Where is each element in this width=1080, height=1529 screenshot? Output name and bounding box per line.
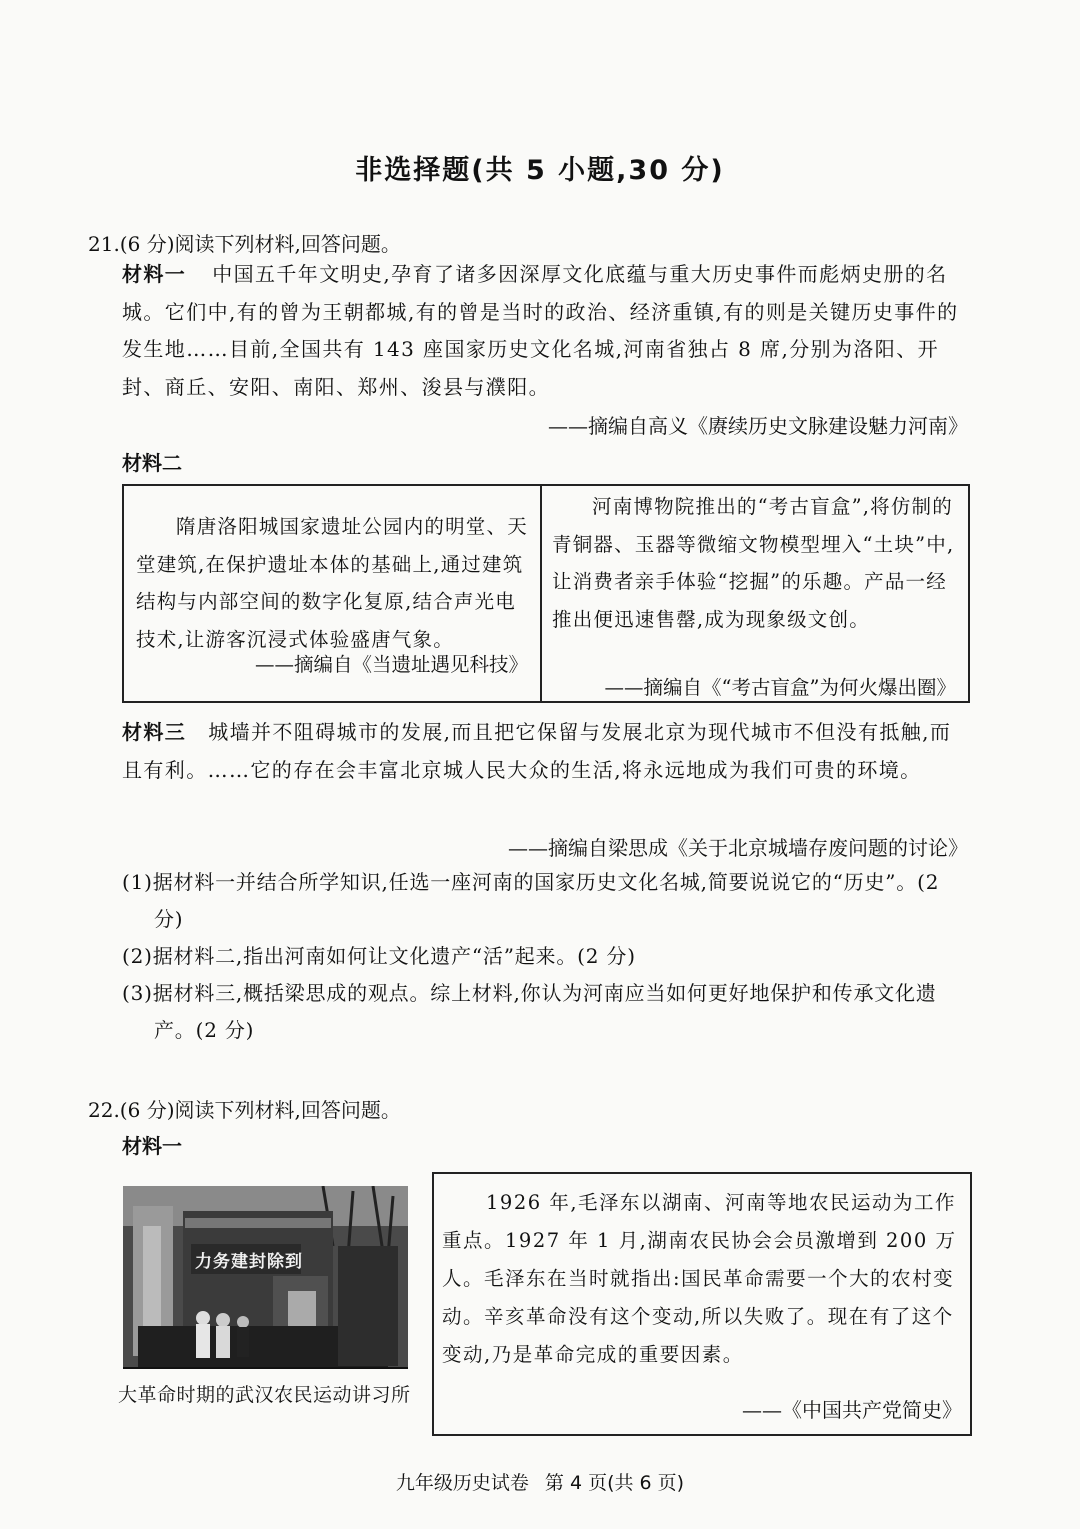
section-title: 非选择题(共 5 小题,30 分)	[355, 155, 725, 186]
q21-question-2: (2)据材料二,指出河南如何让文化遗产“活”起来。(2 分)	[122, 944, 636, 968]
q21-material-2-right-source: ——摘编自《“考古盲盒”为何火爆出圈》	[604, 676, 956, 699]
q21-material-1-source: ——摘编自高义《赓续历史文脉建设魅力河南》	[548, 414, 968, 438]
q21-question-3: (3)据材料三,概括梁思成的观点。综上材料,你认为河南应当如何更好地保护和传承文化遗产。(2 分)	[122, 981, 937, 1042]
footer-page-number: 第 4 页(共 6 页)	[544, 1472, 685, 1494]
q21-material-3-source: ——摘编自梁思成《关于北京城墙存废问题的讨论》	[508, 836, 968, 860]
q22-material-1-label: 材料一	[122, 1134, 182, 1158]
q21-material-2-left-source: ——摘编自《当遗址遇见科技》	[254, 653, 528, 676]
q21-question-1: (1)据材料一并结合所学知识,任选一座河南的国家历史文化名城,简要说说它的“历史”。(2 分)	[122, 870, 940, 931]
q21-material-3	[122, 714, 970, 789]
photo-sign-text: 力务建封除到	[195, 1252, 303, 1272]
q22-material-1-text: 1926 年,毛泽东以湖南、河南等地农民运动为工作重点。1927 年 1 月,湖南农民协会会员激增到 200 万人。毛泽东在当时就指出:国民革命需要一个大的农村变动。辛亥革命没有这个变动,所以失败了。现在有了这个变动,乃是革命完成的重要因素。	[442, 1191, 957, 1366]
q21-material-3-label: 材料三	[122, 720, 187, 744]
q21-material-2-left-text: 隋唐洛阳城国家遗址公园内的明堂、天堂建筑,在保护遗址本体的基础上,通过建筑结构与内部空间的数字化复原,结合声光电技术,让游客沉浸式体验盛唐气象。	[136, 515, 528, 651]
historical-photo-illustration	[123, 1186, 408, 1369]
question-21-heading: 21.(6 分)阅读下列材料,回答问题。	[88, 232, 401, 256]
q21-material-2-right-text: 河南博物院推出的“考古盲盒”,将仿制的青铜器、玉器等微缩文物模型埋入“土块”中,让消费者亲手体验“挖掘”的乐趣。产品一经推出便迅速售罄,成为现象级文创。	[552, 495, 955, 631]
q21-material-2-label: 材料二	[122, 451, 182, 475]
question-22-heading: 22.(6 分)阅读下列材料,回答问题。	[88, 1098, 401, 1122]
q22-material-1-box	[432, 1172, 972, 1436]
q21-material-3-text: 城墙并不阻碍城市的发展,而且把它保留与发展北京为现代城市不但没有抵触,而且有利。……它的存在会丰富北京城人民大众的生活,将永远地成为我们可贵的环境。	[122, 720, 952, 782]
footer-exam-name: 九年级历史试卷	[395, 1472, 529, 1494]
q21-material-1-text: 中国五千年文明史,孕育了诸多因深厚文化底蕴与重大历史事件而彪炳史册的名城。它们中,有的曾为王朝都城,有的曾是当时的政治、经济重镇,有的则是关键历史事件的发生地……目前,全国共有 143 座国家历史文化名城,河南省独占 8 席,分别为洛阳、开封、商丘、安阳、南阳、郑州、浚县与濮阳。	[122, 262, 959, 399]
peasant-movement-institute-photo	[123, 1186, 408, 1369]
q21-material-1	[122, 256, 970, 406]
q22-material-1-source: ——《中国共产党简史》	[742, 1398, 962, 1422]
page-footer	[0, 1468, 1080, 1495]
q21-material-1-label: 材料一	[122, 262, 187, 286]
q21-material-2-left-box	[122, 484, 542, 703]
q21-material-2-right-box	[540, 484, 970, 703]
photo-caption: 大革命时期的武汉农民运动讲习所	[118, 1384, 411, 1406]
